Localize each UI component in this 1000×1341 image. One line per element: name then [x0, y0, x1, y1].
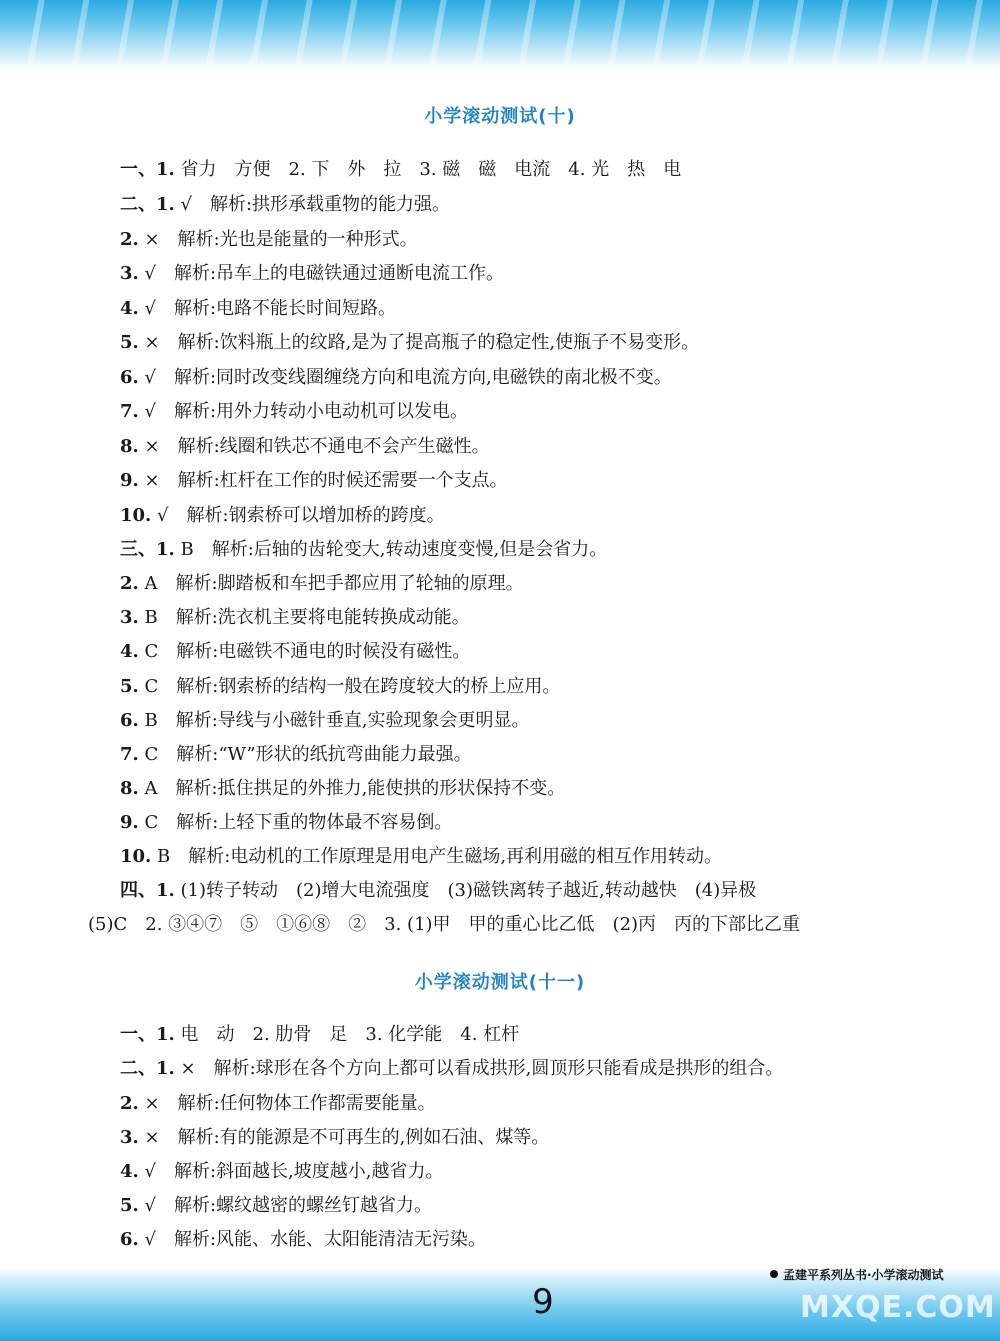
watermark: MXQE.COM — [800, 1290, 996, 1325]
answer-line: 2. × 解析:光也是能量的一种形式。 — [120, 229, 418, 250]
answer-line: 一、1. 省力 方便 2. 下 外 拉 3. 磁 磁 电流 4. 光 热 电 — [120, 159, 682, 180]
answer-line: (5)C 2. ③④⑦ ⑤ ①⑥⑧ ② 3. (1)甲 甲的重心比乙低 (2)丙 丙的下部比乙重 — [88, 914, 801, 935]
answer-line: 8. × 解析:线圈和铁芯不通电不会产生磁性。 — [120, 436, 490, 457]
answer-line: 7. C 解析:“W”形状的纸抗弯曲能力最强。 — [120, 744, 472, 765]
answer-line: 8. A 解析:抵住拱足的外推力,能使拱的形状保持不变。 — [120, 778, 566, 799]
answer-line: 10. B 解析:电动机的工作原理是用电产生磁场,再利用磁的相互作用转动。 — [120, 846, 723, 867]
answer-line: 二、1. × 解析:球形在各个方向上都可以看成拱形,圆顶形只能看成是拱形的组合。 — [120, 1058, 784, 1079]
bullet-icon — [770, 1270, 778, 1278]
answer-line: 10. √ 解析:钢索桥可以增加桥的跨度。 — [120, 505, 445, 526]
answer-line: 一、1. 电 动 2. 肋骨 足 3. 化学能 4. 杠杆 — [120, 1024, 520, 1045]
answer-line: 4. C 解析:电磁铁不通电的时候没有磁性。 — [120, 641, 471, 662]
answer-line: 三、1. B 解析:后轴的齿轮变大,转动速度变慢,但是会省力。 — [120, 539, 608, 560]
answer-line: 4. √ 解析:电路不能长时间短路。 — [120, 298, 397, 319]
answer-line: 5. √ 解析:螺纹越密的螺丝钉越省力。 — [120, 1195, 433, 1216]
answer-line: 5. C 解析:钢索桥的结构一般在跨度较大的桥上应用。 — [120, 676, 561, 697]
answer-line: 7. √ 解析:用外力转动小电动机可以发电。 — [120, 401, 469, 422]
answer-line: 2. A 解析:脚踏板和车把手都应用了轮轴的原理。 — [120, 573, 524, 594]
answer-line: 6. √ 解析:风能、水能、太阳能清洁无污染。 — [120, 1229, 487, 1250]
answer-line: 3. B 解析:洗衣机主要将电能转换成动能。 — [120, 607, 470, 628]
answer-line: 5. × 解析:饮料瓶上的纹路,是为了提高瓶子的稳定性,使瓶子不易变形。 — [120, 332, 700, 353]
answer-line: 四、1. (1)转子转动 (2)增大电流强度 (3)磁铁离转子越近,转动越快 (4)异极 — [120, 880, 757, 901]
section-title-10: 小学滚动测试(十) — [424, 106, 576, 127]
answer-line: 9. × 解析:杠杆在工作的时候还需要一个支点。 — [120, 470, 508, 491]
answer-line: 2. × 解析:任何物体工作都需要能量。 — [120, 1093, 436, 1114]
answer-line: 9. C 解析:上轻下重的物体最不容易倒。 — [120, 812, 453, 833]
answer-line: 6. B 解析:导线与小磁针垂直,实验现象会更明显。 — [120, 710, 530, 731]
section-title-11: 小学滚动测试(十一) — [414, 972, 586, 993]
answer-line: 3. √ 解析:吊车上的电磁铁通过通断电流工作。 — [120, 263, 505, 284]
answer-line: 6. √ 解析:同时改变线圈缠绕方向和电流方向,电磁铁的南北极不变。 — [120, 367, 672, 388]
series-name: 孟建平系列丛书·小学滚动测试 — [770, 1266, 1000, 1286]
answer-line: 4. √ 解析:斜面越长,坡度越小,越省力。 — [120, 1161, 444, 1182]
answer-line: 二、1. √ 解析:拱形承载重物的能力强。 — [120, 194, 451, 215]
header-decoration — [0, 0, 1000, 70]
answer-line: 3. × 解析:有的能源是不可再生的,例如石油、煤等。 — [120, 1127, 550, 1148]
page-number: 9 — [532, 1282, 554, 1322]
